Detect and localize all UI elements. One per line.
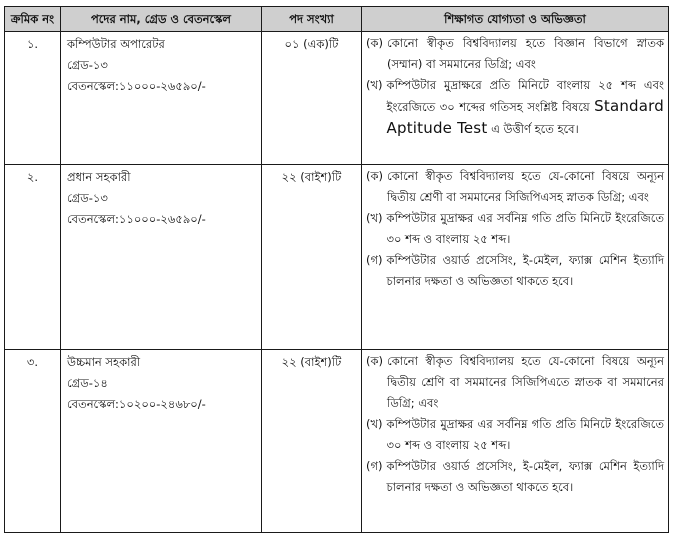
qualification-item bbox=[366, 166, 664, 208]
qualification-text bbox=[387, 75, 664, 140]
qualification-item bbox=[366, 250, 664, 292]
qualification-text: কম্পিউটার মুদ্রাক্ষর এর সর্বনিম্ন গতি প্রতি মিনিটে ইংরেজিতে ৩০ শব্দ ও বাংলায় ২৫ শব্দ। bbox=[386, 417, 664, 452]
qualification-marker: (খ) bbox=[366, 211, 383, 225]
row-qualification-cell bbox=[362, 165, 669, 350]
qualification-item bbox=[366, 351, 664, 414]
post-name: কম্পিউটার অপারেটর bbox=[67, 37, 165, 51]
row-qualification-cell bbox=[362, 350, 669, 533]
row-serial: ১. bbox=[5, 32, 61, 165]
post-pay-scale: বেতনস্কেল:১১০০০-২৬৫৯০/- bbox=[67, 212, 206, 226]
row-qualification-cell bbox=[362, 32, 669, 165]
row-post-cell bbox=[61, 350, 262, 533]
table-row bbox=[5, 165, 669, 350]
header-count: পদ সংখ্যা bbox=[262, 7, 362, 32]
table-header-row bbox=[5, 7, 669, 32]
qualification-text: কোনো স্বীকৃত বিশ্ববিদ্যালয় হতে যে-কোনো বিষয়ে অন্যূন দ্বিতীয় শ্রেণী বা সমমানের সিজিপিএসহ স্নাতক ডিগ্রি; এবং bbox=[387, 169, 664, 204]
table-row bbox=[5, 32, 669, 165]
qualification-item bbox=[366, 208, 664, 250]
qualification-item bbox=[366, 33, 664, 75]
qualification-text-part: এ উত্তীর্ণ হতে হবে। bbox=[491, 122, 579, 136]
post-grade: গ্রেড-১৪ bbox=[67, 376, 108, 390]
row-serial: ২. bbox=[5, 165, 61, 350]
qualification-item bbox=[366, 75, 664, 140]
qualification-marker: (খ) bbox=[366, 417, 383, 431]
qualification-text: কোনো স্বীকৃত বিশ্ববিদ্যালয় হতে যে-কোনো বিষয়ে অন্যূন দ্বিতীয় শ্রেণি বা সমমানের সিজিপিএতে স্নাতক বা সমমানের ডিগ্রি; এবং bbox=[387, 354, 664, 410]
post-name: প্রধান সহকারী bbox=[67, 170, 131, 184]
qualification-marker: (খ) bbox=[366, 78, 383, 92]
post-grade: গ্রেড-১৩ bbox=[67, 58, 108, 72]
row-serial: ৩. bbox=[5, 350, 61, 533]
row-post-cell bbox=[61, 32, 262, 165]
row-count: ০১ (এক)টি bbox=[262, 32, 362, 165]
aptitude-test-name: Standard Aptitude Test bbox=[386, 97, 664, 137]
qualification-item bbox=[366, 414, 664, 456]
post-pay-scale: বেতনস্কেল:১১০০০-২৬৫৯০/- bbox=[67, 79, 206, 93]
row-count: ২২ (বাইশ)টি bbox=[262, 350, 362, 533]
header-serial: ক্রমিক নং bbox=[5, 7, 61, 32]
qualification-text: কোনো স্বীকৃত বিশ্ববিদ্যালয় হতে বিজ্ঞান বিভাগে স্নাতক (সম্মান) বা সমমানের ডিগ্রি; এবং bbox=[387, 36, 664, 71]
post-pay-scale: বেতনস্কেল:১০২০০-২৪৬৮০/- bbox=[67, 397, 206, 411]
post-name: উচ্চমান সহকারী bbox=[67, 355, 141, 369]
qualification-item bbox=[366, 456, 664, 498]
qualification-marker: (ক) bbox=[366, 169, 384, 183]
qualification-marker: (ক) bbox=[366, 354, 384, 368]
qualification-text: কম্পিউটার মুদ্রাক্ষর এর সর্বনিম্ন গতি প্রতি মিনিটে ইংরেজিতে ৩০ শব্দ ও বাংলায় ২৫ শব্দ। bbox=[386, 211, 664, 246]
post-grade: গ্রেড-১৩ bbox=[67, 191, 108, 205]
qualification-marker: (ক) bbox=[366, 36, 384, 50]
qualification-text: কম্পিউটার ওয়ার্ড প্রসেসিং, ই-মেইল, ফ্যাক্স মেশিন ইত্যাদি চালনার দক্ষতা ও অভিজ্ঞতা থাকতে হবে। bbox=[386, 253, 664, 288]
table-row bbox=[5, 350, 669, 533]
qualification-text: কম্পিউটার ওয়ার্ড প্রসেসিং, ই-মেইল, ফ্যাক্স মেশিন ইত্যাদি চালনার দক্ষতা ও অভিজ্ঞতা থাকতে হবে। bbox=[386, 459, 664, 494]
qualification-text-part: কম্পিউটার মুদ্রাক্ষরে প্রতি মিনিটে বাংলায় ২৫ শব্দ এবং ইংরেজিতে ৩০ শব্দের গতিসহ সংশ্লিষ্ট বিষয়ে bbox=[386, 78, 664, 114]
header-qualification: শিক্ষাগত যোগ্যতা ও অভিজ্ঞতা bbox=[362, 7, 669, 32]
header-post: পদের নাম, গ্রেড ও বেতনস্কেল bbox=[61, 7, 262, 32]
qualification-marker: (গ) bbox=[366, 459, 383, 473]
row-count: ২২ (বাইশ)টি bbox=[262, 165, 362, 350]
vacancy-table bbox=[4, 6, 669, 533]
qualification-marker: (গ) bbox=[366, 253, 383, 267]
row-post-cell bbox=[61, 165, 262, 350]
